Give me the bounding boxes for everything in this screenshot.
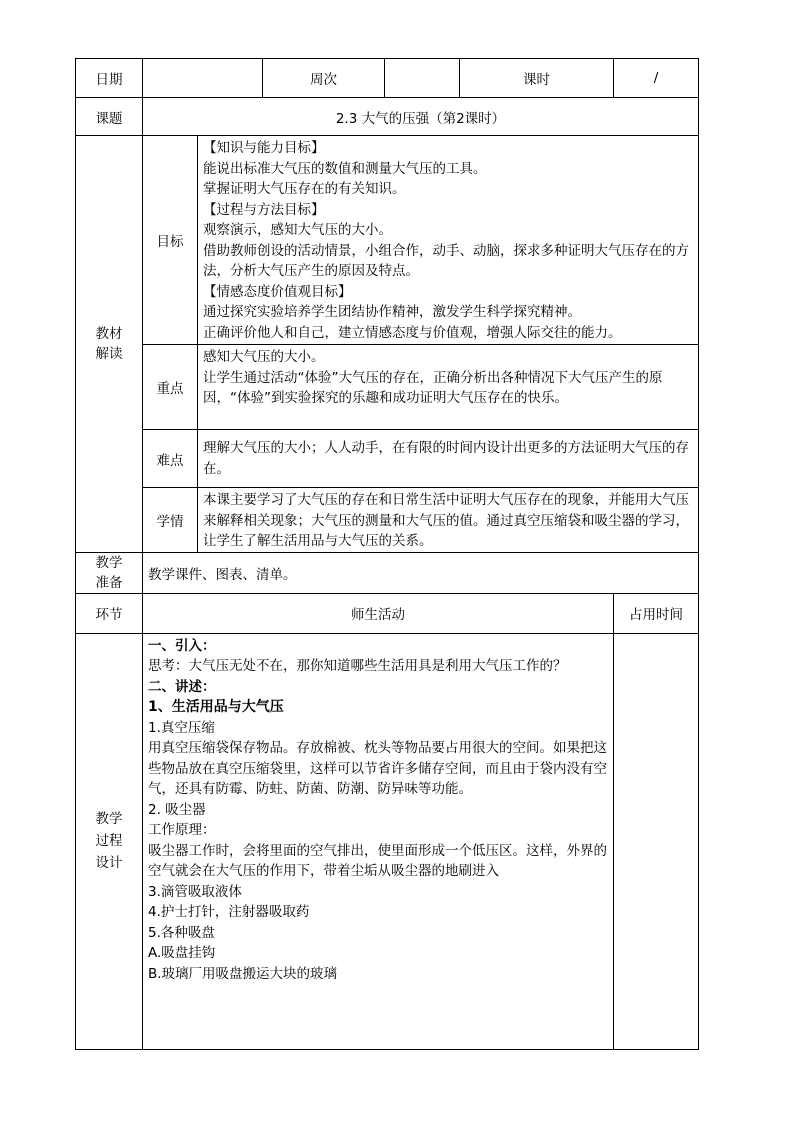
goals-line: 借助教师创设的活动情景，小组合作，动手、动脑，探求多种证明大气压存在的方法，分析大气压产生的原因及特点。 bbox=[203, 242, 689, 279]
process-row bbox=[76, 633, 699, 1049]
process-line: 2. 吸尘器 bbox=[148, 801, 206, 818]
key-points-line: 让学生通过活动“体验”大气压的存在，正确分析出各种情况下大气压产生的原因，“体验”到实验探究的乐趣和成功证明大气压存在的快乐。 bbox=[203, 369, 663, 406]
difficulties-content: 理解大气压的大小；人人动手，在有限的时间内设计出更多的方法证明大气压的存在。 bbox=[198, 430, 699, 488]
goals-line: 能说出标准大气压的数值和测量大气压的工具。 bbox=[203, 160, 487, 177]
preparation-row bbox=[76, 552, 699, 593]
date-label: 日期 bbox=[76, 59, 143, 98]
week-value bbox=[385, 59, 460, 98]
key-points-line: 感知大气压的大小。 bbox=[203, 349, 325, 365]
process-line: 3.滴管吸取液体 bbox=[148, 883, 242, 900]
time-label: 占用时间 bbox=[614, 593, 699, 633]
key-points-label: 重点 bbox=[143, 345, 198, 430]
process-line: 吸尘器工作时，会将里面的空气排出，使里面形成一个低压区。这样，外界的空气就会在大气压的作用下，带着尘垢从吸尘器的地刷进入 bbox=[148, 842, 607, 879]
goals-line: 正确评价他人和自己，建立情感态度与价值观，增强人际交往的能力。 bbox=[203, 324, 622, 341]
activity-header-row bbox=[76, 593, 699, 633]
topic-row bbox=[76, 98, 699, 136]
learning-content: 本课主要学习了大气压的存在和日常生活中证明大气压存在的现象，并能用大气压来解释相关现象；大气压的测量和大气压的值。通过真空压缩袋和吸尘器的学习，让学生了解生活用品与大气压的关系。 bbox=[198, 488, 699, 553]
activity-label: 师生活动 bbox=[143, 593, 614, 633]
process-line: 1.真空压缩 bbox=[148, 719, 215, 736]
learning-row bbox=[76, 488, 699, 553]
goals-line: 通过探究实验培养学生团结协作精神，激发学生科学探究精神。 bbox=[203, 304, 581, 320]
difficulties-label: 难点 bbox=[143, 430, 198, 488]
key-points-row bbox=[76, 345, 699, 430]
difficulties-row bbox=[76, 430, 699, 488]
process-line: B.玻璃厂用吸盘搬运大块的玻璃 bbox=[148, 965, 338, 982]
process-line: 1、生活用品与大气压 bbox=[148, 699, 284, 715]
goals-content bbox=[198, 136, 699, 345]
process-line: 思考：大气压无处不在，那你知道哪些生活用具是利用大气压工作的？ bbox=[148, 658, 567, 674]
topic-label: 课题 bbox=[76, 98, 143, 136]
lesson-plan-table bbox=[75, 58, 699, 1050]
learning-label: 学情 bbox=[143, 488, 198, 553]
goals-line: 观察演示，感知大气压的大小。 bbox=[203, 222, 392, 238]
period-label: 课时 bbox=[460, 59, 614, 98]
goals-line: 掌握证明大气压存在的有关知识。 bbox=[203, 181, 406, 197]
goals-line: 【情感态度价值观目标】 bbox=[203, 283, 352, 300]
goals-line: 【过程与方法目标】 bbox=[203, 201, 325, 218]
header-row bbox=[76, 59, 699, 98]
process-line: 用真空压缩袋保存物品。存放棉被、枕头等物品要占用很大的空间。如果把这些物品放在真空压缩袋里，这样可以节省许多储存空间，而且由于袋内没有空气，还具有防霉、防蛀、防菌、防潮、防异味等功能。 bbox=[148, 740, 607, 797]
process-line: A.吸盘挂钩 bbox=[148, 945, 216, 961]
process-line: 4.护士打针，注射器吸取药 bbox=[148, 904, 310, 920]
period-value: / bbox=[614, 59, 699, 98]
preparation-label: 教学准备 bbox=[76, 552, 143, 593]
segment-label: 环节 bbox=[76, 593, 143, 633]
material-label: 教材解读 bbox=[76, 136, 143, 553]
process-label: 教学过程设计 bbox=[76, 633, 143, 1049]
goals-label: 目标 bbox=[143, 136, 198, 345]
date-value bbox=[143, 59, 263, 98]
process-time bbox=[614, 633, 699, 1049]
week-label: 周次 bbox=[263, 59, 385, 98]
process-line: 5.各种吸盘 bbox=[148, 924, 215, 941]
preparation-value: 教学课件、图表、清单。 bbox=[143, 552, 699, 593]
process-line: 一、引入： bbox=[148, 637, 216, 654]
topic-value: 2.3 大气的压强（第2课时） bbox=[143, 98, 699, 136]
process-line: 工作原理： bbox=[148, 822, 216, 838]
process-content bbox=[143, 633, 614, 1049]
goals-row bbox=[76, 136, 699, 345]
goals-line: 【知识与能力目标】 bbox=[203, 140, 325, 156]
key-points-content bbox=[198, 345, 699, 430]
process-line: 二、讲述： bbox=[148, 678, 216, 695]
